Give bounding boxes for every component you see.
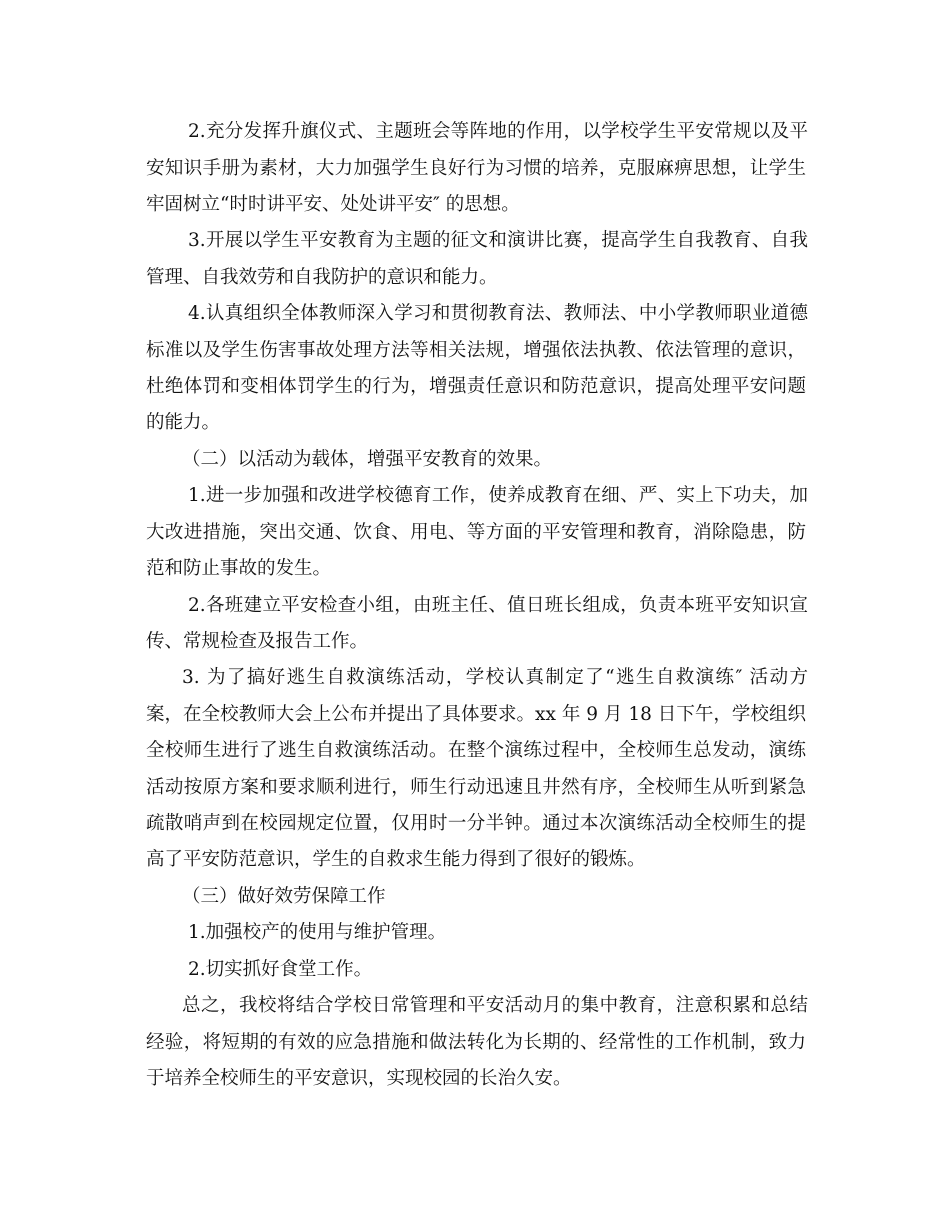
paragraph-line: 疏散哨声到在校园规定位置，仅用时一分半钟。通过本次演练活动全校师生的提: [146, 813, 806, 834]
paragraph-line: 管理、自我效劳和自我防护的意识和能力。: [146, 267, 498, 288]
paragraph-line: 安知识手册为素材，大力加强学生良好行为习惯的培养，克服麻痹思想，让学生: [146, 158, 806, 179]
paragraph-line: 3.开展以学生平安教育为主题的征文和演讲比赛，提高学生自我教育、自我: [188, 230, 808, 251]
paragraph-line: 2.切实抓好食堂工作。: [188, 959, 373, 980]
section-heading: （二）以活动为载体，增强平安教育的效果。: [182, 449, 553, 470]
paragraph-line: 的能力。: [146, 412, 221, 433]
paragraph-line: 1.加强校产的使用与维护管理。: [188, 922, 447, 943]
paragraph-line: 全校师生进行了逃生自救演练活动。在整个演练过程中，全校师生总发动，演练: [146, 740, 806, 761]
paragraph-line: 传、常规检查及报告工作。: [146, 631, 369, 652]
paragraph-line: 于培养全校师生的平安意识，实现校园的长治久安。: [146, 1068, 572, 1089]
paragraph-line: 2.充分发挥升旗仪式、主题班会等阵地的作用，以学校学生平安常规以及平: [188, 121, 808, 142]
paragraph-line: 杜绝体罚和变相体罚学生的行为，增强责任意识和防范意识，提高处理平安问题: [146, 376, 806, 397]
paragraph-line: 总之，我校将结合学校日常管理和平安活动月的集中教育，注意积累和总结: [182, 995, 808, 1016]
paragraph-line: 活动按原方案和要求顺利进行，师生行动迅速且井然有序，全校师生从听到紧急: [146, 777, 806, 798]
paragraph-line: 牢固树立“时时讲平安、处处讲平安″ 的思想。: [146, 194, 520, 215]
paragraph-line: 范和防止事故的发生。: [146, 558, 332, 579]
paragraph-line: 4.认真组织全体教师深入学习和贯彻教育法、教师法、中小学教师职业道德: [188, 303, 808, 324]
paragraph-line: 3. 为了搞好逃生自救演练活动，学校认真制定了“逃生自救演练″ 活动方: [182, 667, 808, 688]
section-heading: （三）做好效劳保障工作: [182, 886, 386, 907]
paragraph-line: 1.进一步加强和改进学校德育工作，使养成教育在细、严、实上下功夫，加: [188, 485, 808, 506]
paragraph-line: 高了平安防范意识，学生的自救求生能力得到了很好的锻炼。: [146, 849, 646, 870]
paragraph-line: 2.各班建立平安检查小组，由班主任、值日班长组成，负责本班平安知识宣: [188, 595, 808, 616]
paragraph-line: 案，在全校教师大会上公布并提出了具体要求。xx 年 9 月 18 日下午，学校组织: [146, 704, 806, 725]
paragraph-line: 经验，将短期的有效的应急措施和做法转化为长期的、经常性的工作机制，致力: [146, 1032, 806, 1053]
paragraph-line: 标准以及学生伤害事故处理方法等相关法规，增强依法执教、依法管理的意识，: [146, 340, 806, 361]
paragraph-line: 大改进措施，突出交通、饮食、用电、等方面的平安管理和教育，消除隐患，防: [146, 522, 806, 543]
